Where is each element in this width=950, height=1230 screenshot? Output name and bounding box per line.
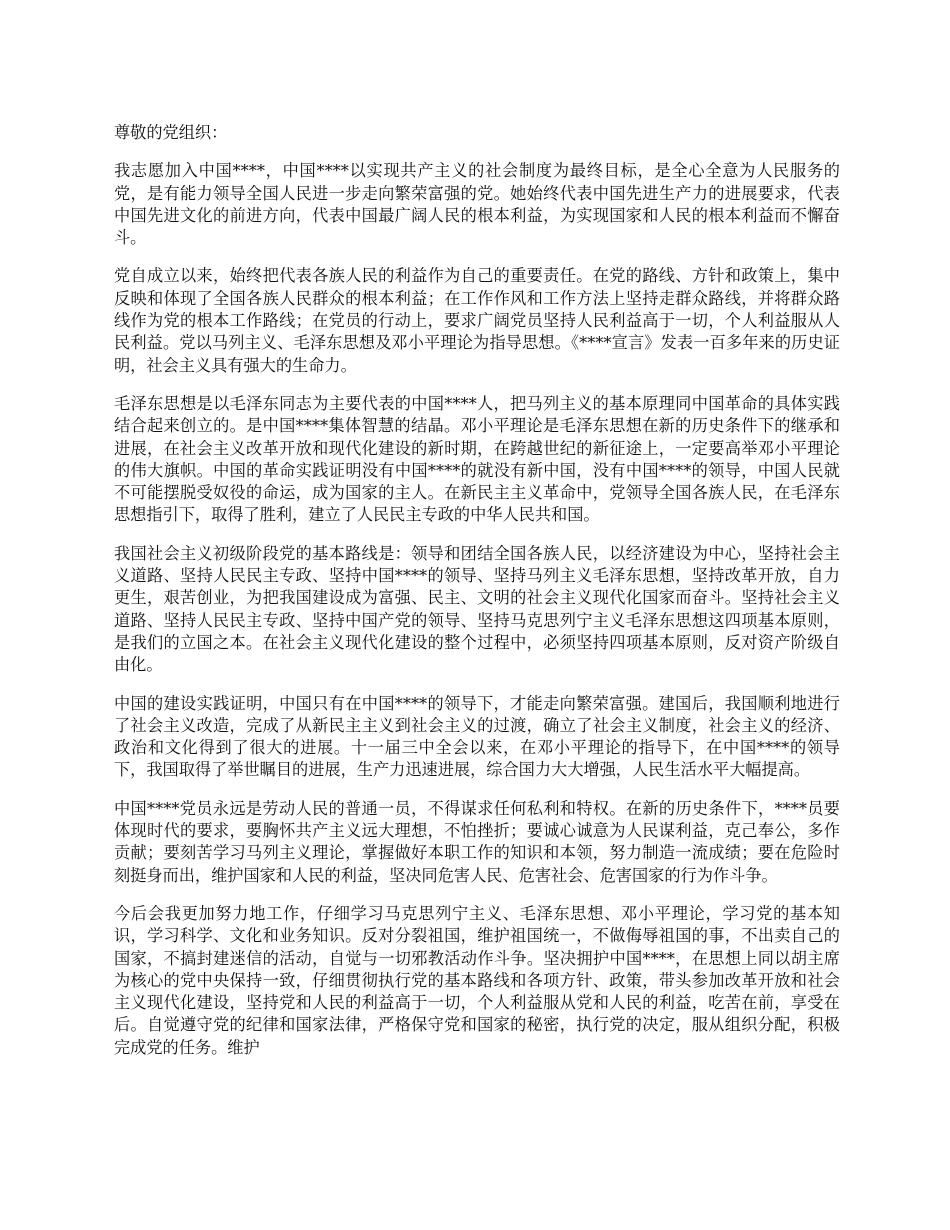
paragraph-4: 我国社会主义初级阶段党的基本路线是：领导和团结全国各族人民，以经济建设为中心，坚持社会主义道路、坚持人民民主专政、坚持中国****的领导、坚持马列主义毛泽东思想，坚持改革开放，自力更生，艰苦创业，为把我国建设成为富强、民主、文明的社会主义现代化国家而奋斗。坚持社会主义道路、坚持人民民主专政、坚持中国产党的领导、坚持马克思列宁主义毛泽东思想这四项基本原则，是我们的立国之本。在社会主义现代化建设的整个过程中，必须坚持四项基本原则，反对资产阶级自由化。: [114, 543, 840, 675]
paragraph-5: 中国的建设实践证明，中国只有在中国****的领导下，才能走向繁荣富强。建国后，我国顺利地进行了社会主义改造，完成了从新民主主义到社会主义的过渡，确立了社会主义制度，社会主义的经济、政治和文化得到了很大的进展。十一届三中全会以来，在邓小平理论的指导下，在中国****的领导下，我国取得了举世瞩目的进展，生产力迅速进展，综合国力大大增强，人民生活水平大幅提高。: [114, 693, 840, 780]
paragraph-2: 党自成立以来，始终把代表各族人民的利益作为自己的重要责任。在党的路线、方针和政策上，集中反映和体现了全国各族人民群众的根本利益；在工作作风和工作方法上坚持走群众路线，并将群众路线作为党的根本工作路线；在党员的行动上，要求广阔党员坚持人民利益高于一切，个人利益服从人民利益。党以马列主义、毛泽东思想及邓小平理论为指导思想。《****宣言》发表一百多年来的历史证明，社会主义具有强大的生命力。: [114, 266, 840, 375]
paragraph-6: 中国****党员永远是劳动人民的普通一员，不得谋求任何私利和特权。在新的历史条件下，****员要体现时代的要求，要胸怀共产主义远大理想，不怕挫折；要诚心诚意为人民谋利益，克己奉公，多作贡献；要刻苦学习马列主义理论，掌握做好本职工作的知识和本领，努力制造一流成绩；要在危险时刻挺身而出，维护国家和人民的利益，坚决同危害人民、危害社会、危害国家的行为作斗争。: [114, 798, 840, 885]
salutation: 尊敬的党组织：: [114, 123, 228, 142]
paragraph-1: 我志愿加入中国****，中国****以实现共产主义的社会制度为最终目标，是全心全意为人民服务的党，是有能力领导全国人民进一步走向繁荣富强的党。她始终代表中国先进生产力的进展要求，代表中国先进文化的前进方向，代表中国最广阔人民的根本利益，为实现国家和人民的根本利益而不懈奋斗。: [114, 161, 840, 248]
paragraph-3: 毛泽东思想是以毛泽东同志为主要代表的中国****人，把马列主义的基本原理同中国革命的具体实践结合起来创立的。是中国****集体智慧的结晶。邓小平理论是毛泽东思想在新的历史条件下的继承和进展，在社会主义改革开放和现代化建设的新时期，在跨越世纪的新征途上，一定要高举邓小平理论的伟大旗帜。中国的革命实践证明没有中国****的就没有新中国，没有中国****的领导，中国人民就不可能摆脱受奴役的命运，成为国家的主人。在新民主主义革命中，党领导全国各族人民，在毛泽东思想指引下，取得了胜利，建立了人民民主专政的中华人民共和国。: [114, 393, 840, 525]
paragraph-7: 今后会我更加努力地工作，仔细学习马克思列宁主义、毛泽东思想、邓小平理论，学习党的基本知识，学习科学、文化和业务知识。反对分裂祖国，维护祖国统一，不做侮辱祖国的事，不出卖自己的国家，不搞封建迷信的活动，自觉与一切邪教活动作斗争。坚决拥护中国****，在思想上同以胡主席为核心的党中央保持一致，仔细贯彻执行党的基本路线和各项方针、政策，带头参加改革开放和社会主义现代化建设，坚持党和人民的利益高于一切，个人利益服从党和人民的利益，吃苦在前，享受在后。自觉遵守党的纪律和国家法律，严格保守党和国家的秘密，执行党的决定，服从组织分配，积极完成党的任务。维护: [114, 903, 840, 1057]
document-page: [114, 122, 840, 1075]
